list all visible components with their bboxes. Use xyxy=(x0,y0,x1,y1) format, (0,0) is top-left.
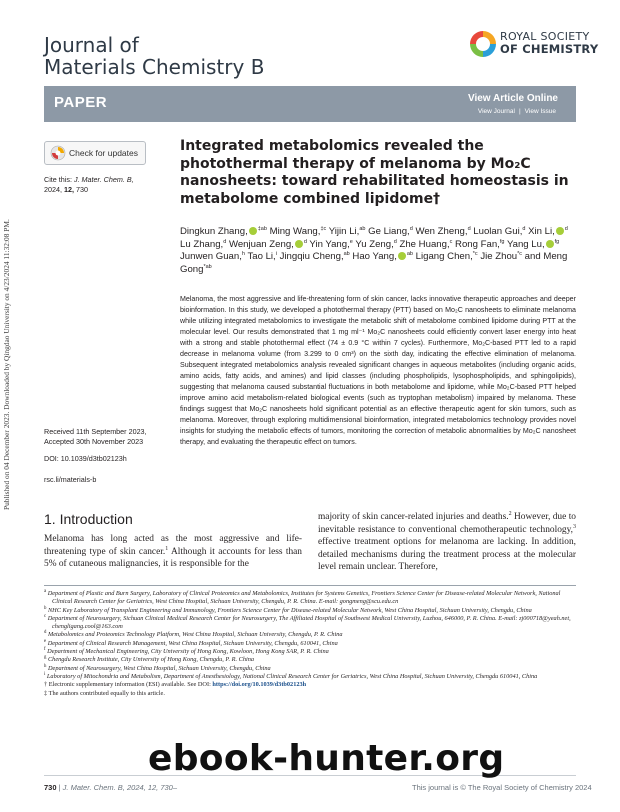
author-entry xyxy=(352,251,413,262)
rsc-wordmark xyxy=(500,31,598,55)
author-entry xyxy=(280,251,350,262)
article-title: Integrated metabolomics revealed the photothermal therapy of melanoma by Mo₂C nanosheets: toward rehabilitated homeostasis in metabolome combined lipidome† xyxy=(180,138,569,207)
series-link[interactable]: rsc.li/materials-b xyxy=(44,475,97,484)
view-journal-link[interactable]: View Journal xyxy=(477,108,515,115)
footnote-marker: e xyxy=(44,638,47,644)
cite-page: 730 xyxy=(76,185,88,194)
affiliation-footnote xyxy=(44,615,576,632)
citation-block xyxy=(44,175,164,195)
author-affiliation-marker: d xyxy=(223,238,227,245)
intro-left-text-2: Although it accounts for less than 5% of cutaneous malignancies, it is responsible for the xyxy=(44,546,302,570)
affiliation-footnote xyxy=(44,590,576,607)
abstract xyxy=(180,294,576,448)
orcid-icon[interactable] xyxy=(295,240,303,248)
author-entry xyxy=(355,239,396,250)
orcid-icon[interactable] xyxy=(546,240,554,248)
author-affiliation-marker: d xyxy=(393,238,397,245)
check-updates-icon xyxy=(50,145,66,161)
author-entry xyxy=(180,226,267,237)
author-list xyxy=(180,226,576,276)
cite-volume: 12, xyxy=(64,185,74,194)
author-affiliation-marker: ‡c xyxy=(320,225,327,232)
journal-title[interactable] xyxy=(44,34,264,78)
journal-title-line2: Materials Chemistry B xyxy=(44,55,265,79)
author-name[interactable]: Jingqiu Cheng, xyxy=(279,251,344,263)
author-name[interactable]: Rong Fan, xyxy=(455,238,500,250)
author-affiliation-marker: *c xyxy=(472,251,478,257)
author-entry xyxy=(415,226,470,237)
watermark: ebook-hunter.org xyxy=(148,738,505,779)
intro-right-text-2: However, due to inevitable resistance to conventional chemotherapeutic technology, xyxy=(318,512,576,535)
author-name[interactable]: Dingkun Zhang, xyxy=(180,226,248,237)
cite-prefix: Cite this: xyxy=(44,175,72,184)
author-affiliation-marker: fg xyxy=(499,238,505,245)
author-entry xyxy=(329,226,366,237)
author-name[interactable]: Ge Liang, xyxy=(368,226,410,237)
author-entry xyxy=(528,226,568,237)
article-type-label: PAPER xyxy=(54,94,108,111)
footnote-marker: a xyxy=(44,588,47,594)
publication-side-note: Published on 04 December 2023. Downloaded by Qingdao University on 4/23/2024 11:32:08 PM. xyxy=(2,219,11,510)
banner-separator: | xyxy=(518,108,521,115)
ref-2[interactable]: 2 xyxy=(508,510,512,517)
orcid-icon[interactable] xyxy=(398,252,406,260)
cite-year: 2024, xyxy=(44,185,62,194)
footnote-text: Metabolomics and Proteomics Technology Platform, West China Hospital, Sichuan University, Chengdu, P. R. China xyxy=(46,631,343,639)
author-entry xyxy=(368,226,413,237)
intro-column-left xyxy=(44,533,302,571)
esi-prefix: † Electronic supplementary information (ESI) available. See DOI: xyxy=(44,681,213,689)
affiliation-footnote xyxy=(44,607,576,615)
footnote-marker: c xyxy=(44,613,47,619)
rsc-line1: ROYAL SOCIETY xyxy=(500,30,590,43)
author-affiliation-marker: ‡ab xyxy=(257,225,267,232)
author-name[interactable]: Tao Li, xyxy=(247,251,276,263)
author-affiliation-marker: d xyxy=(467,225,471,232)
author-entry xyxy=(480,251,522,262)
author-name[interactable]: Wen Zheng, xyxy=(415,226,468,237)
author-affiliation-marker: d xyxy=(522,225,526,232)
footnote-text: Department of Mechanical Engineering, City University of Hong Kong, Kowloon, Hong Kong SAR, P. R. China xyxy=(45,648,329,656)
author-name[interactable]: Wenjuan Zeng, xyxy=(228,238,294,250)
footer-journal: J. Mater. Chem. B, 2024, 12, 730– xyxy=(62,783,178,792)
footnote-divider xyxy=(44,585,576,586)
footnote-marker: h xyxy=(44,663,47,669)
footnote-text: Department of Neurosurgery, West China Hospital, Sichuan University, Chengdu, China xyxy=(46,664,271,672)
article-type-banner xyxy=(44,86,576,122)
received-date: Received 11th September 2023, xyxy=(44,427,147,436)
author-name[interactable]: and Meng Gong xyxy=(180,251,568,275)
footnote-text: Laboratory of Mitochondria and Metabolism, Department of Anesthesiology, National Clinical Research Center for Geriatrics, West China Hospital, Sichuan University, Chengdu 610041, China xyxy=(45,672,538,680)
check-for-updates-button[interactable] xyxy=(44,141,146,165)
author-name[interactable]: Hao Yang, xyxy=(352,251,397,263)
intro-column-right xyxy=(318,511,576,574)
author-affiliation-marker: e xyxy=(349,238,353,245)
author-entry xyxy=(270,226,327,237)
article-doi[interactable]: DOI: 10.1039/d3tb02123h xyxy=(44,454,127,463)
affiliation-footnote xyxy=(44,665,576,673)
orcid-icon[interactable] xyxy=(249,227,257,235)
rsc-line2: OF CHEMISTRY xyxy=(500,42,599,56)
affiliation-footnote xyxy=(44,640,576,648)
author-name[interactable]: Yang Lu, xyxy=(506,238,545,250)
author-name[interactable]: Luolan Gui, xyxy=(473,226,523,237)
banner-sub-links xyxy=(476,108,558,115)
author-name[interactable]: Yijin Li, xyxy=(328,226,360,237)
author-affiliation-marker: c xyxy=(449,238,453,245)
author-name[interactable]: Ming Wang, xyxy=(269,226,321,237)
journal-title-line1: Journal of xyxy=(44,33,139,57)
author-entry xyxy=(399,239,452,250)
esi-note xyxy=(44,681,576,689)
footnote-marker: f xyxy=(44,646,46,652)
footnote-text: Department of Neurosurgery, Sichuan Clinical Medical Research Center for Neurosurgery, The Affiliated Hospital of Southwest Medical University, Luzhou, 646000, P. R. China. E-mail: zj000718@yeah.net, chengligang.cool@163.com xyxy=(46,614,571,631)
footnote-text: Department of Clinical Research Management, West China Hospital, Sichuan University, Chengdu, 610041, China xyxy=(46,639,338,647)
author-affiliation-marker: *c xyxy=(517,251,522,257)
esi-link[interactable]: https://doi.org/10.1039/d3tb02123h xyxy=(212,681,307,689)
author-entry xyxy=(416,251,478,262)
footnote-text: Chengdu Research Institute, City University of Hong Kong, Chengdu, P. R. China xyxy=(46,656,255,664)
affiliation-footnote xyxy=(44,673,576,681)
author-name[interactable]: Lu Zhang, xyxy=(180,238,224,250)
section-heading-introduction: 1. Introduction xyxy=(44,511,133,527)
footnote-marker: i xyxy=(44,671,46,677)
footnote-text: NHC Key Laboratory of Transplant Engineering and Immunology, Frontiers Science Center for Disease-related Molecular Network, West China Hospital, Sichuan University, Chengdu, China xyxy=(46,606,532,614)
affiliation-footnotes xyxy=(44,590,576,698)
orcid-icon[interactable] xyxy=(556,227,564,235)
view-article-online-link[interactable]: View Article Online xyxy=(467,93,558,104)
author-name[interactable]: Ligang Chen, xyxy=(415,251,473,263)
author-entry xyxy=(455,239,504,250)
footnote-text: Department of Plastic and Burn Surgery, Laboratory of Clinical Proteomics and Metabolomics, Institutes for Systems Genetics, Frontiers Science Center for Disease-related Molecular Network, National Clinical Research Center for Geriatrics, West China Hospital, Sichuan University, Chengdu, P. R. China. E-mail: gongmeng@scu.edu.cn xyxy=(46,590,561,606)
page-number: 730 xyxy=(44,783,57,792)
author-entry xyxy=(247,251,277,262)
ref-3[interactable]: 3 xyxy=(573,523,576,530)
footnote-marker: b xyxy=(44,605,47,611)
author-affiliation-marker: ab xyxy=(343,251,350,257)
author-name[interactable]: Junwen Guan, xyxy=(180,251,242,263)
author-entry xyxy=(309,239,352,250)
author-name[interactable]: Jie Zhou xyxy=(480,251,518,263)
intro-left-text: Melanoma has long acted as the most aggressive and life-threatening type of skin cancer. xyxy=(44,534,302,557)
equal-contribution-note: ‡ The authors contributed equally to this article. xyxy=(44,689,165,697)
author-entry xyxy=(507,239,559,250)
author-affiliation-marker: ab xyxy=(406,251,413,257)
author-name[interactable]: Yin Yang, xyxy=(309,238,350,250)
author-name[interactable]: Zhe Huang, xyxy=(399,238,450,250)
ref-1[interactable]: 1 xyxy=(165,545,169,552)
footnote-marker: d xyxy=(44,630,47,636)
abstract-text: Melanoma, the most aggressive and life-threatening form of skin cancer, lacks innovative therapeutic approaches and deeper bioinformation. In this study, we developed a photothermal therapy (PTT) based on Mo₂C nanosheets to eliminate melanoma while utilizing integrated metabolomics to investigate the metabolic shift of metabolome combined lipidome during PTT at the molecular level. Our results demonstrated that 1 mg ml⁻¹ Mo₂C nanosheets could efficiently convert laser energy into heat with a strong and stable photothermal effect (74 ± 0.9 °C within 7 cycles). Furthermore, Mo₂C-based PTT led to a rapid decrease in melanoma volume (from 3.299 to 0 cm³) on the sixth day, indicating the effective elimination of melanoma. Subsequent integrated metabolomics analysis revealed significant changes in aqueous metabolites (including organic acids, amino acids, fatty acids, and amines) and lipid classes (including phospholipids, lysophospholipids, and sphingolipids), suggesting that melanoma caused substantial fluctuations in both metabolome and lipidome, while Mo₂C-based PTT helped improve amino acid metabolism-related biological events (such as tryptophan metabolism) impaired by melanoma. These findings suggest that Mo₂C nanosheets hold significant potential as an effective therapeutic agent for skin tumors, such as melanoma. Moreover, through exploring multidimensional bioinformation, integrated metabolomics technology provides novel insights for studying the metabolic effects of tumors, monitoring the correction of metabolic abnormalities by Mo₂C nanosheet therapy, and evaluating the therapeutic effect on tumors. xyxy=(180,295,576,446)
author-affiliation-marker: ab xyxy=(359,225,366,232)
page-footer-right: This journal is © The Royal Society of Chemistry 2024 xyxy=(412,783,592,792)
author-entry xyxy=(229,239,307,250)
author-affiliation-marker: h xyxy=(241,251,245,257)
author-affiliation-marker: i xyxy=(275,251,277,257)
affiliation-footnote xyxy=(44,631,576,639)
affiliation-footnote xyxy=(44,656,576,664)
article-dates xyxy=(44,427,174,447)
intro-right-text-1: majority of skin cancer-related injuries and deaths. xyxy=(318,512,509,522)
check-for-updates-label: Check for updates xyxy=(69,148,138,158)
author-name[interactable]: Yu Zeng, xyxy=(355,238,394,250)
author-affiliation-marker: d xyxy=(409,225,413,232)
author-name[interactable]: Xin Li, xyxy=(528,226,555,237)
intro-right-text-3: effective treatment options for melanoma are lacking. In addition, detailed mechanisms during the treatment process at the molecular level remain unclear. Therefore, xyxy=(318,537,576,573)
author-entry xyxy=(180,251,245,262)
accepted-date: Accepted 30th November 2023 xyxy=(44,437,144,446)
cite-journal: J. Mater. Chem. B, xyxy=(73,175,134,184)
author-affiliation-marker: fg xyxy=(554,238,560,245)
author-affiliation-marker: d xyxy=(564,225,568,232)
author-affiliation-marker: *ab xyxy=(203,263,212,270)
author-entry xyxy=(180,239,226,250)
author-entry xyxy=(473,226,525,237)
view-issue-link[interactable]: View Issue xyxy=(524,108,556,115)
page-footer-left xyxy=(44,783,177,792)
footnote-marker: g xyxy=(44,655,47,661)
author-affiliation-marker: d xyxy=(303,238,307,245)
footer-separator: | xyxy=(58,783,61,792)
